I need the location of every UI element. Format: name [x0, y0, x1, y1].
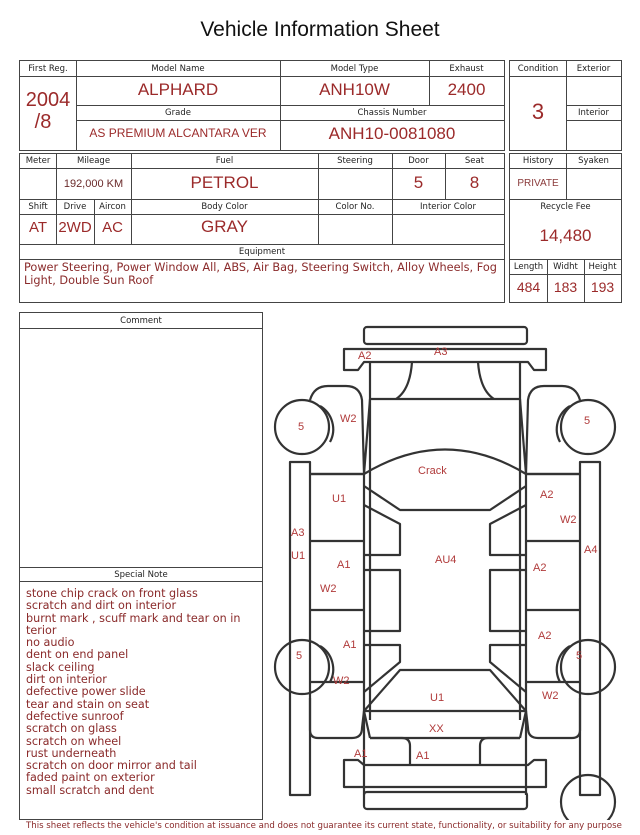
rear-bumper [344, 760, 546, 787]
color-no-label: Color No. [335, 202, 375, 212]
mark-front-left-fender: W2 [340, 413, 357, 425]
interior-label: Interior [577, 108, 609, 118]
body-color-value: GRAY [201, 217, 248, 236]
mark-left-sill-1: A3 [291, 527, 305, 539]
special-note-item: defective power slide [26, 685, 146, 699]
first-reg-month: /8 [34, 111, 52, 133]
special-note-item: dirt on interior [26, 673, 107, 687]
mark-windshield: Crack [418, 465, 447, 477]
mark-rear-bumper-center: A1 [416, 750, 430, 762]
mark-right-front-door-1: A2 [540, 489, 554, 501]
rear-right-wheel [561, 640, 615, 694]
hood [370, 362, 520, 720]
mark-rear-bumper-left: A1 [354, 748, 368, 760]
model-type-label: Model Type [330, 64, 379, 74]
mark-rear-glass: U1 [430, 692, 445, 704]
special-note-item: rust underneath [26, 746, 117, 760]
recycle-fee-value: 14,480 [539, 226, 592, 245]
seat-label: Seat [464, 156, 485, 166]
first-reg-year: 2004 [25, 89, 71, 111]
mark-left-quarter: A1 [343, 639, 357, 651]
special-note-item: slack ceiling [26, 660, 95, 674]
seat-value: 8 [469, 173, 480, 192]
syaken-label: Syaken [578, 156, 609, 166]
special-note-item: burnt mark , scuff mark and tear on in [26, 611, 241, 625]
mark-front-bumper-center: A3 [434, 346, 448, 358]
special-note-item: no audio [26, 636, 75, 650]
special-note-item: dent on end panel [26, 648, 129, 662]
mark-front-left-wheel: 5 [298, 421, 305, 433]
width-value: 183 [553, 279, 578, 295]
special-note-item: scratch on glass [26, 722, 117, 736]
special-note-item: tear and stain on seat [26, 697, 150, 711]
special-note-item: scratch on door mirror and tail [26, 759, 197, 773]
mark-left-front-door: U1 [332, 493, 347, 505]
fuel-label: Fuel [215, 156, 234, 166]
exhaust-label: Exhaust [449, 64, 484, 74]
chassis-label: Chassis Number [357, 108, 427, 118]
mark-right-quarter: A2 [538, 630, 552, 642]
front-left-fender [310, 386, 364, 474]
specs-table [19, 153, 505, 303]
comment-panel [19, 312, 263, 820]
special-note-item: scratch on wheel [26, 734, 122, 748]
length-label: Length [513, 262, 544, 272]
model-type-value: ANH10W [319, 80, 390, 99]
page-title: Vehicle Information Sheet [200, 18, 440, 41]
model-name-value: ALPHARD [137, 80, 219, 99]
mileage-value: 192,000 KM [63, 178, 124, 190]
disclaimer-footer: This sheet reflects the vehicle's condition at issuance and does not guarantee its current state, functionality, or suitability for any purpose [26, 821, 622, 831]
front-right-fender [526, 386, 580, 474]
first-reg-label: First Reg. [28, 64, 68, 74]
vehicle-damage-diagram [270, 320, 630, 820]
special-note-item: terior [26, 623, 57, 637]
rear-left-fender [310, 698, 364, 738]
rear-glass [364, 670, 526, 711]
recycle-fee-label: Recycle Fee [540, 202, 591, 212]
history-table [509, 153, 622, 303]
fuel-value: PETROL [190, 173, 259, 192]
mark-rear-left-wheel: 5 [296, 650, 303, 662]
special-note-list [26, 588, 260, 797]
mark-tailgate: XX [429, 723, 444, 735]
tailgate [370, 738, 520, 765]
aircon-label: Aircon [99, 202, 126, 212]
left-sill [290, 462, 310, 795]
history-value: PRIVATE [517, 178, 559, 189]
mark-roof: AU4 [435, 554, 457, 566]
mark-right-rear-door: A2 [533, 562, 547, 574]
equipment-value: Power Steering, Power Window All, ABS, Air Bag, Steering Switch, Alloy Wheels, Fog Light, Double Sun Roof [24, 261, 497, 287]
grade-value: AS PREMIUM ALCANTARA VER [89, 126, 267, 140]
mark-rear-right-wheel: 5 [576, 650, 583, 662]
chassis-value: ANH10-0081080 [328, 124, 456, 143]
special-note-item: defective sunroof [26, 709, 124, 723]
width-label: Widht [553, 262, 578, 272]
aircon-value: AC [102, 219, 123, 236]
door-label: Door [408, 156, 429, 166]
condition-table [509, 60, 622, 151]
equipment-label: Equipment [238, 247, 286, 257]
spare-wheel [561, 775, 615, 820]
special-note-item: faded paint on exterior [26, 771, 155, 785]
mark-front-right-wheel: 5 [584, 415, 591, 427]
rear-bumper-bottom [364, 792, 527, 809]
height-value: 193 [590, 279, 615, 295]
mileage-label: Mileage [76, 156, 111, 166]
mark-rear-right-fender: W2 [542, 690, 559, 702]
drive-value: 2WD [58, 219, 92, 236]
front-right-wheel [561, 400, 615, 454]
mark-right-front-door-2: W2 [560, 514, 577, 526]
mark-rear-left-fender: W2 [333, 675, 350, 687]
mark-left-sill-2: U1 [291, 550, 306, 562]
special-note-item: stone chip crack on front glass [26, 587, 198, 600]
steering-label: Steering [337, 156, 373, 166]
exterior-label: Exterior [576, 64, 611, 74]
interior-color-label: Interior Color [420, 202, 476, 212]
length-value: 484 [516, 279, 541, 295]
door-value: 5 [413, 173, 424, 192]
front-bumper-top [364, 327, 527, 344]
basic-info-table [19, 60, 505, 151]
exhaust-value: 2400 [447, 80, 486, 99]
mark-left-rear-door-2: W2 [320, 583, 337, 595]
model-name-label: Model Name [151, 64, 205, 74]
special-note-item: small scratch and dent [26, 783, 155, 797]
meter-label: Meter [25, 156, 51, 166]
right-sill [580, 462, 600, 795]
history-label: History [522, 156, 554, 166]
height-label: Height [588, 262, 617, 272]
condition-label: Condition [517, 64, 559, 74]
body-color-label: Body Color [201, 202, 248, 212]
special-note-item: scratch and dirt on interior [26, 599, 177, 613]
comment-label: Comment [120, 316, 162, 326]
grade-label: Grade [165, 108, 191, 118]
shift-value: AT [28, 219, 48, 236]
drive-label: Drive [63, 202, 87, 212]
condition-value: 3 [531, 99, 545, 124]
mark-right-sill: A4 [584, 544, 598, 556]
shift-label: Shift [28, 202, 48, 212]
mark-front-bumper-left: A2 [358, 350, 372, 362]
special-note-label: Special Note [114, 570, 168, 580]
rear-right-fender [526, 698, 580, 738]
rear-left-wheel [275, 640, 329, 694]
mark-left-rear-door-1: A1 [337, 559, 351, 571]
